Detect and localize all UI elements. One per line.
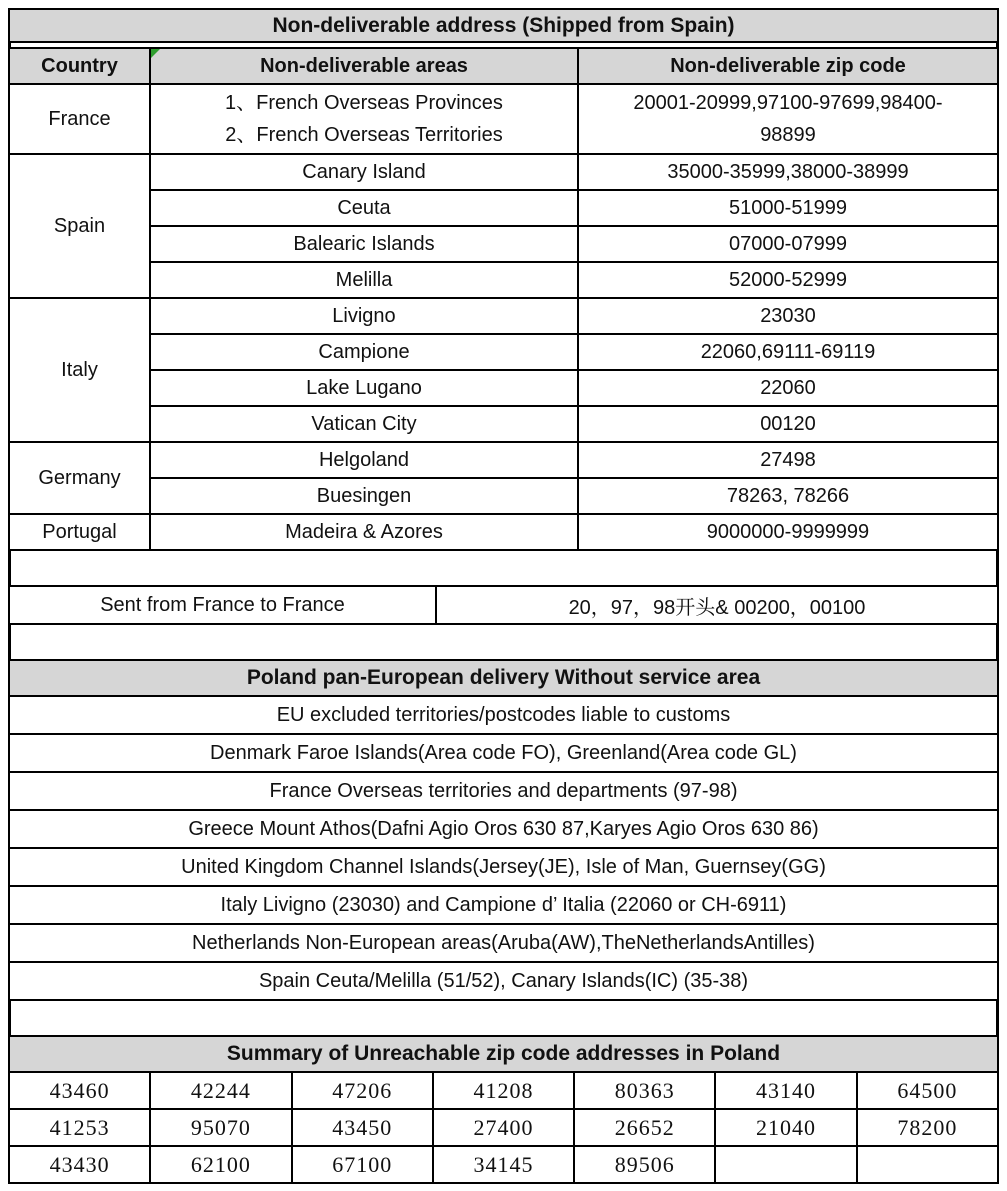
table-row-germany-1 (9, 442, 998, 478)
cell-zip: 52000-52999 (578, 262, 998, 298)
cell-zip: 07000-07999 (578, 226, 998, 262)
column-header-areas (150, 48, 578, 84)
empty-row (8, 551, 999, 585)
poland-rule-row (9, 886, 998, 924)
table-row-italy-2 (9, 334, 998, 370)
poland-rule-row (9, 772, 998, 810)
zip-cell: 43460 (9, 1072, 150, 1109)
cell-country-france: France (9, 84, 150, 154)
cell-area: Lake Lugano (150, 370, 578, 406)
zip-cell: 43450 (292, 1109, 433, 1146)
france-note-table (8, 585, 999, 625)
cell-area: Melilla (150, 262, 578, 298)
cell-error-flag-icon (151, 49, 160, 58)
cell-zip: 9000000-9999999 (578, 514, 998, 550)
zip-cell: 80363 (574, 1072, 715, 1109)
zip-cell: 62100 (150, 1146, 291, 1183)
cell-country-italy: Italy (9, 298, 150, 442)
cell-area: Canary Island (150, 154, 578, 190)
zip-cell: 41208 (433, 1072, 574, 1109)
zip-cell: 41253 (9, 1109, 150, 1146)
poland-rule: United Kingdom Channel Islands(Jersey(JE), Isle of Man, Guernsey(GG) (9, 848, 998, 886)
poland-rule: France Overseas territories and departments (97-98) (9, 772, 998, 810)
table-row-spain-2 (9, 190, 998, 226)
cell-area: Livigno (150, 298, 578, 334)
zip-cell: 67100 (292, 1146, 433, 1183)
poland-rule: Spain Ceuta/Melilla (51/52), Canary Islands(IC) (35-38) (9, 962, 998, 1000)
summary-section-title: Summary of Unreachable zip code addresses in Poland (9, 1036, 998, 1072)
table-header-row (9, 48, 998, 84)
zip-cell: 34145 (433, 1146, 574, 1183)
document-title: Non-deliverable address (Shipped from Spain) (8, 8, 999, 43)
zip-cell: 27400 (433, 1109, 574, 1146)
empty-row (8, 1001, 999, 1035)
table-row-germany-2 (9, 478, 998, 514)
cell-area: Buesingen (150, 478, 578, 514)
cell-zip: 23030 (578, 298, 998, 334)
cell-area: Madeira & Azores (150, 514, 578, 550)
cell-area: Ceuta (150, 190, 578, 226)
zip-cell: 43140 (715, 1072, 856, 1109)
poland-rule-row (9, 848, 998, 886)
cell-area: Vatican City (150, 406, 578, 442)
summary-grid-row (9, 1146, 998, 1183)
poland-rule-row (9, 810, 998, 848)
zip-cell: 26652 (574, 1109, 715, 1146)
france-note-label: Sent from France to France (9, 586, 436, 624)
poland-rule-row (9, 924, 998, 962)
table-row-spain-1 (9, 154, 998, 190)
cell-country-portugal: Portugal (9, 514, 150, 550)
table-row-spain-4 (9, 262, 998, 298)
poland-rule-row (9, 734, 998, 772)
france-note-value: 20，97，98开头& 00200，00100 (436, 586, 998, 624)
zip-cell: 64500 (857, 1072, 998, 1109)
poland-rule: EU excluded territories/postcodes liable to customs (9, 696, 998, 734)
cell-zip: 78263, 78266 (578, 478, 998, 514)
column-header-areas-label: Non-deliverable areas (260, 54, 468, 77)
zip-cell: 47206 (292, 1072, 433, 1109)
poland-rule-row (9, 962, 998, 1000)
poland-rule: Greece Mount Athos(Dafni Agio Oros 630 87,Karyes Agio Oros 630 86) (9, 810, 998, 848)
table-row-france (9, 84, 998, 154)
poland-rule: Netherlands Non-European areas(Aruba(AW),TheNetherlandsAntilles) (9, 924, 998, 962)
zip-cell: 95070 (150, 1109, 291, 1146)
summary-grid-row (9, 1109, 998, 1146)
table-row-italy-4 (9, 406, 998, 442)
cell-area: Campione (150, 334, 578, 370)
non-deliverable-table (8, 47, 999, 551)
cell-zip: 51000-51999 (578, 190, 998, 226)
empty-row (8, 625, 999, 659)
poland-section-title: Poland pan-European delivery Without service area (9, 660, 998, 696)
cell-country-germany: Germany (9, 442, 150, 514)
poland-rule-row (9, 696, 998, 734)
summary-header-row (9, 1036, 998, 1072)
poland-section-header-row (9, 660, 998, 696)
cell-zip-france (578, 84, 998, 154)
cell-area-france (150, 84, 578, 154)
cell-area: Balearic Islands (150, 226, 578, 262)
cell-area: Helgoland (150, 442, 578, 478)
cell-zip: 22060,69111-69119 (578, 334, 998, 370)
zip-cell: 89506 (574, 1146, 715, 1183)
zip-cell: 21040 (715, 1109, 856, 1146)
column-header-country: Country (9, 48, 150, 84)
zip-cell: 78200 (857, 1109, 998, 1146)
france-area-line2: 2、French Overseas Territories (225, 124, 503, 146)
summary-section-table (8, 1035, 999, 1184)
table-row-italy-3 (9, 370, 998, 406)
france-zip-line2: 98899 (760, 124, 816, 146)
cell-zip: 22060 (578, 370, 998, 406)
table-row-italy-1 (9, 298, 998, 334)
france-zip-line1: 20001-20999,97100-97699,98400- (633, 92, 943, 114)
cell-zip: 35000-35999,38000-38999 (578, 154, 998, 190)
france-area-line1: 1、French Overseas Provinces (225, 92, 503, 114)
poland-section-table (8, 659, 999, 1001)
cell-country-spain: Spain (9, 154, 150, 298)
summary-grid-row (9, 1072, 998, 1109)
poland-rule: Denmark Faroe Islands(Area code FO), Greenland(Area code GL) (9, 734, 998, 772)
column-header-zip: Non-deliverable zip code (578, 48, 998, 84)
table-row-spain-3 (9, 226, 998, 262)
zip-cell: 42244 (150, 1072, 291, 1109)
france-note-row (9, 586, 998, 624)
table-row-portugal (9, 514, 998, 550)
zip-cell-empty (857, 1146, 998, 1183)
zip-cell-empty (715, 1146, 856, 1183)
cell-zip: 27498 (578, 442, 998, 478)
poland-rule: Italy Livigno (23030) and Campione d’ Italia (22060 or CH-6911) (9, 886, 998, 924)
cell-zip: 00120 (578, 406, 998, 442)
zip-cell: 43430 (9, 1146, 150, 1183)
